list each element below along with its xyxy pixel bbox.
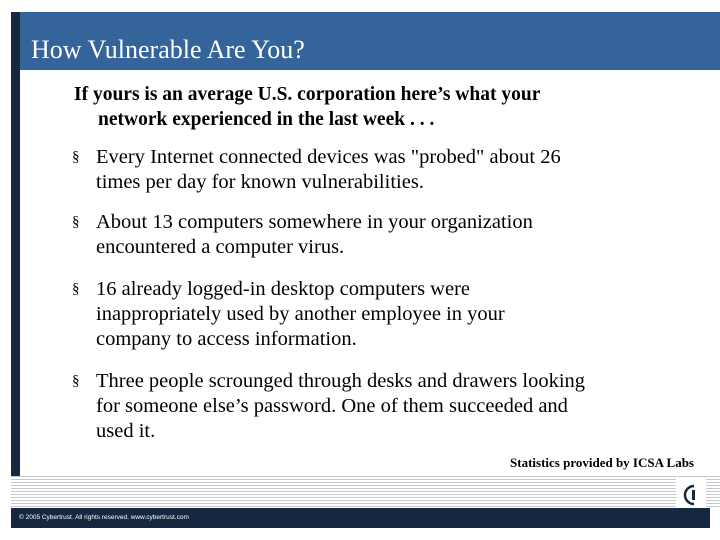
footer-stripes — [11, 476, 720, 508]
footer-bar — [11, 508, 710, 528]
bullet-line: for someone else’s password. One of them succeeded and — [96, 395, 568, 417]
bullet-line: 16 already logged-in desktop computers were — [96, 278, 471, 300]
bullet-item — [72, 277, 692, 352]
left-frame-bar — [11, 12, 20, 528]
bullet-marker: § — [72, 149, 80, 165]
cybertrust-logo-icon — [676, 479, 706, 509]
title-bar — [20, 12, 720, 70]
slide-title: How Vulnerable Are You? — [31, 35, 305, 64]
intro-line-1: If yours is an average U.S. corporation here’s what your — [74, 84, 541, 105]
bullet-line: used it. — [96, 420, 156, 442]
bullet-marker: § — [72, 214, 80, 230]
credit-text: Statistics provided by ICSA Labs — [510, 455, 694, 470]
copyright-text: © 2005 Cybertrust. All rights reserved. www.cybertrust.com — [19, 514, 189, 521]
bullet-line: Three people scrounged through desks and drawers looking — [96, 370, 586, 392]
bullet-line: Every Internet connected devices was "probed" about 26 — [96, 146, 561, 168]
bullet-line: company to access information. — [96, 328, 357, 350]
bullet-line: times per day for known vulnerabilities. — [96, 171, 424, 193]
bullet-line: encountered a computer virus. — [96, 236, 345, 258]
bullet-line: About 13 computers somewhere in your organization — [96, 211, 533, 233]
bullet-line: inappropriately used by another employee in your — [96, 303, 505, 325]
bullet-item — [72, 145, 692, 195]
bullet-marker: § — [72, 281, 80, 297]
intro-text — [74, 82, 694, 132]
bullet-marker: § — [72, 373, 80, 389]
bullet-item — [72, 369, 692, 444]
intro-line-2: network experienced in the last week . . . — [98, 109, 435, 130]
bullet-item — [72, 210, 692, 260]
